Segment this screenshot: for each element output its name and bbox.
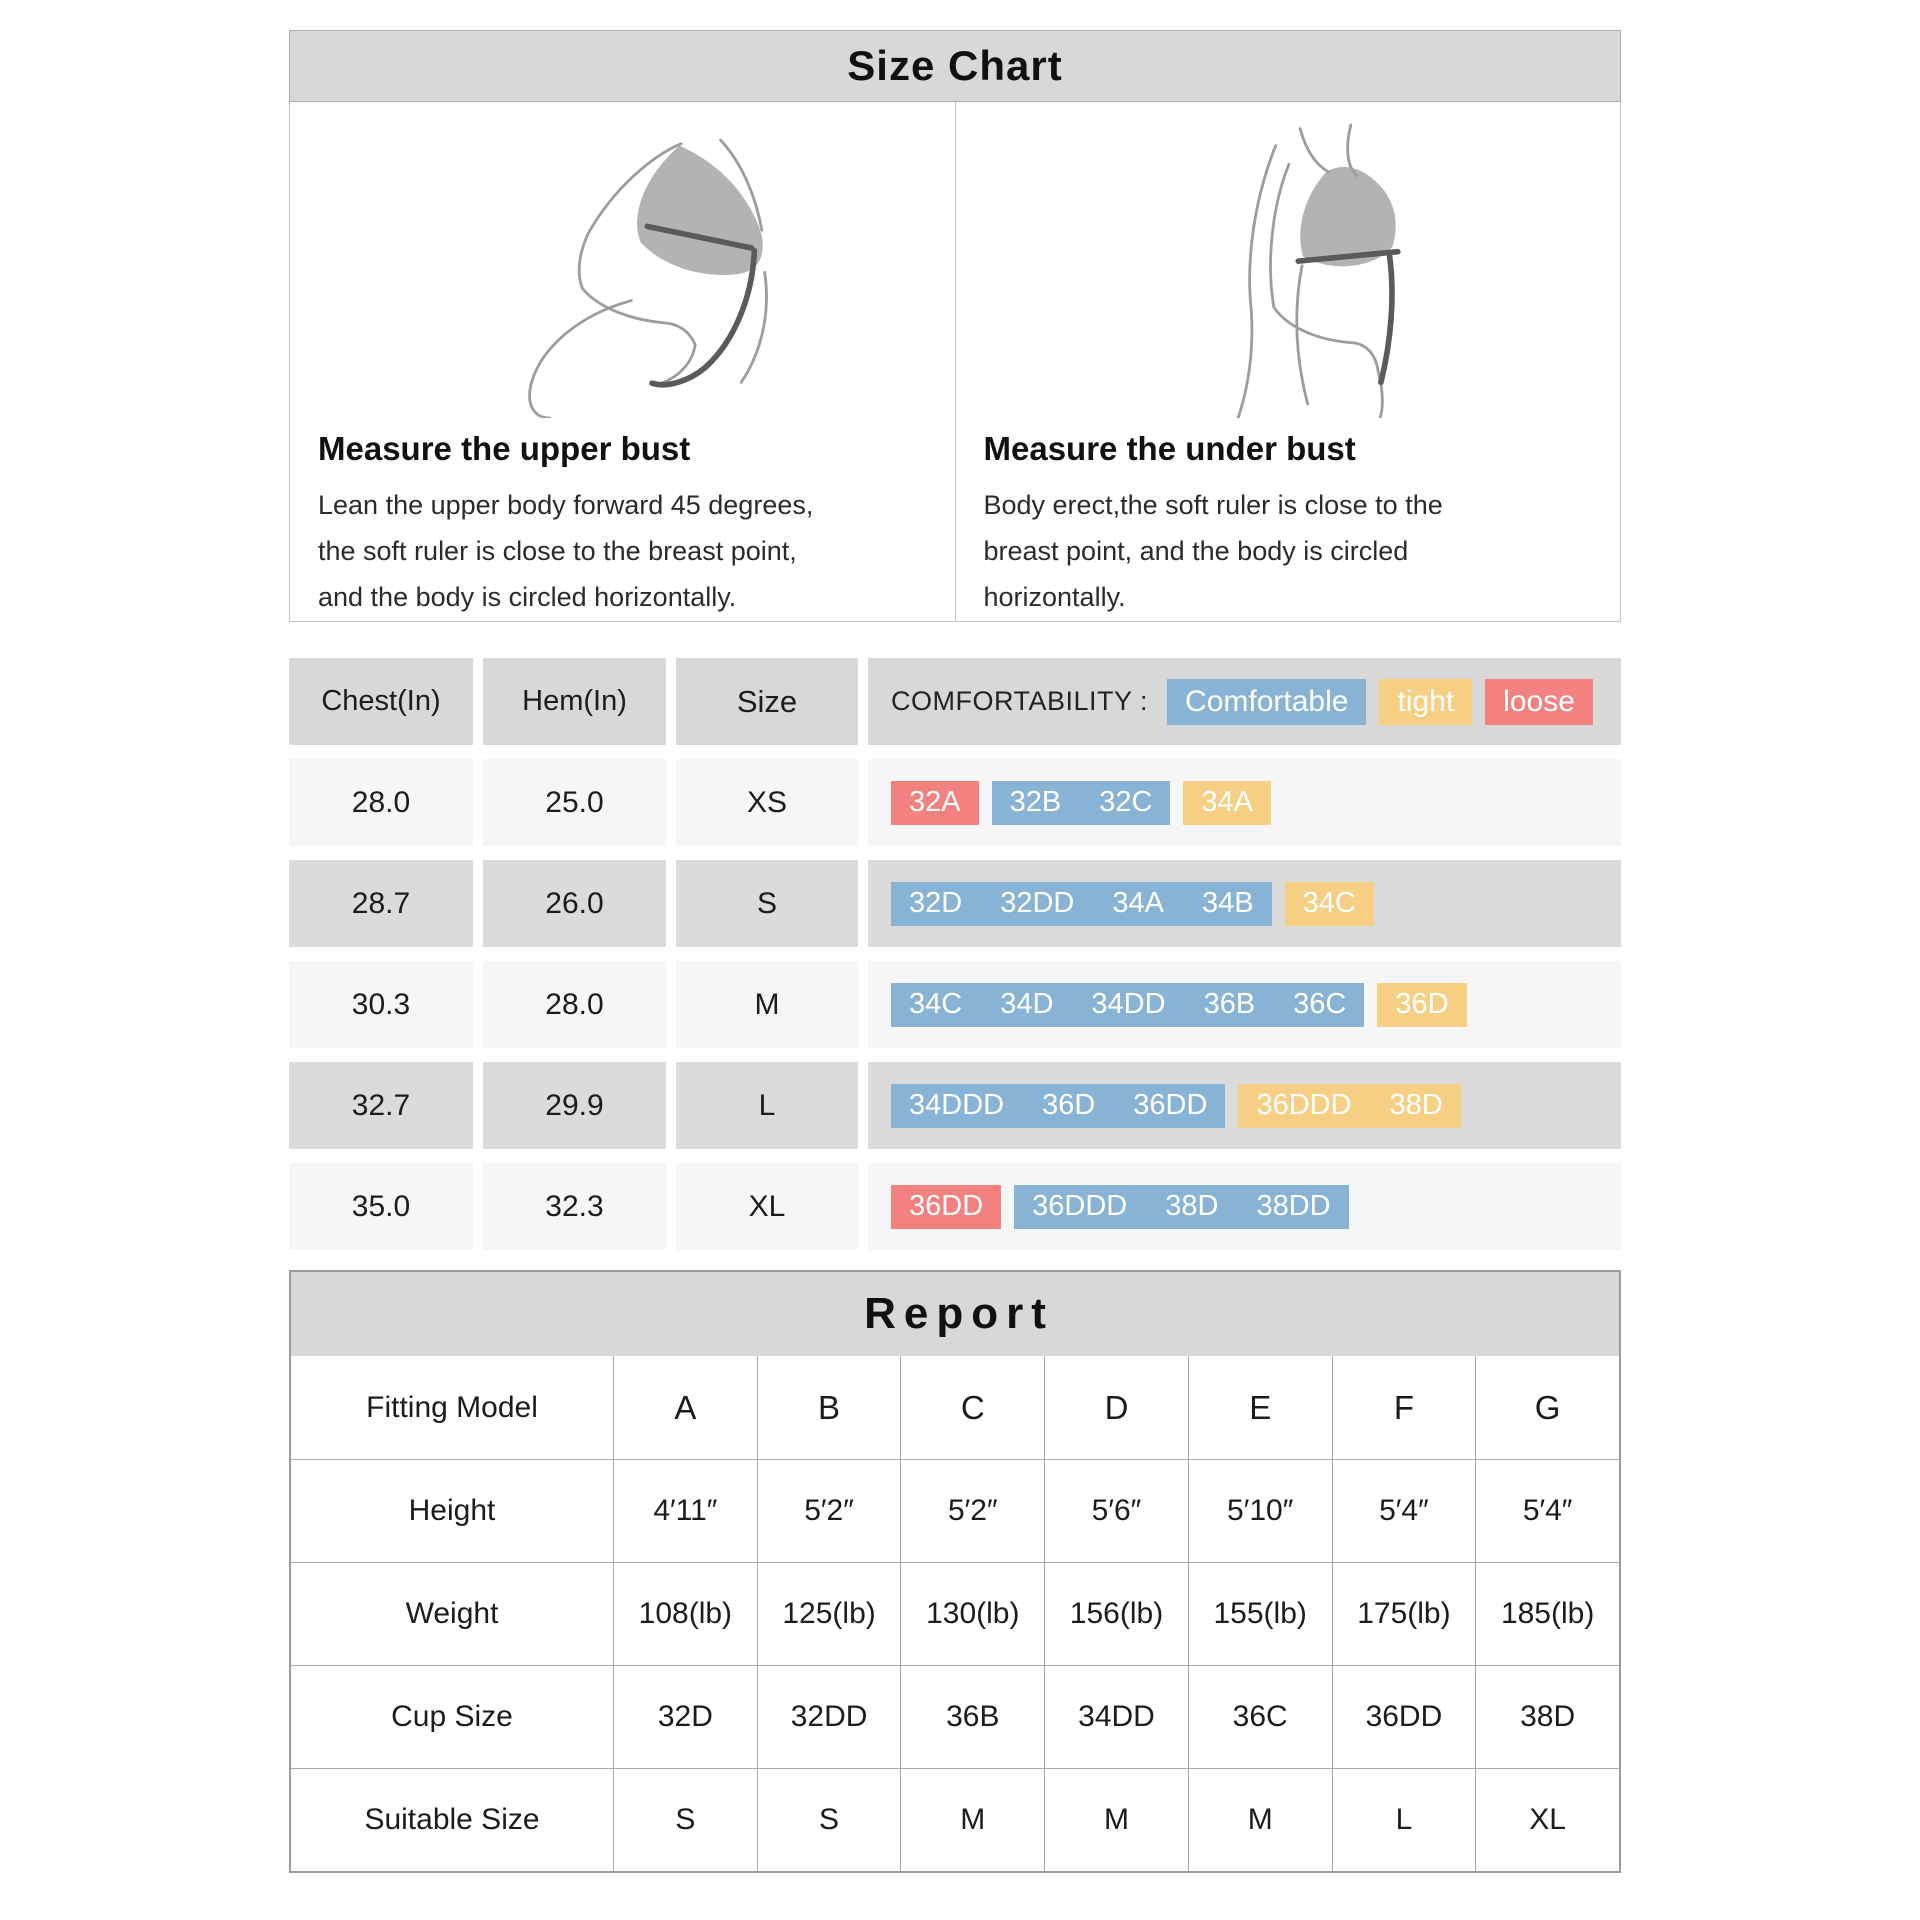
suitable-size-value: M (900, 1768, 1044, 1871)
fitting-model-value: A (613, 1356, 757, 1459)
cup-badge-label: 32C (1099, 786, 1153, 818)
suitable-size-value: S (757, 1768, 901, 1871)
size-chart-page (289, 30, 1621, 1873)
cup-size-value: 34DD (1044, 1665, 1188, 1768)
height-value: 5′4″ (1332, 1459, 1476, 1562)
report-row-label: Fitting Model (366, 1390, 538, 1424)
cup-badge-label: 34DD (1091, 988, 1166, 1020)
cup-badge-group-tight (1285, 882, 1374, 926)
cup-badge-group-comfortable (891, 983, 1364, 1027)
size-chart-title: Size Chart (847, 42, 1063, 89)
weight-value: 175(lb) (1332, 1562, 1476, 1665)
cup-badge-group-comfortable (891, 1084, 1225, 1128)
cup-badge-label: 36D (1042, 1089, 1096, 1121)
cup-badge-label: 34B (1201, 887, 1254, 919)
cup-badge-label: 34A (1112, 887, 1164, 919)
height-value: 5′6″ (1044, 1459, 1188, 1562)
report-title: Report (864, 1289, 1054, 1338)
hem-value: 29.9 (483, 1062, 666, 1149)
comfort-cell-m (868, 961, 1621, 1048)
fitting-model-value: G (1475, 1356, 1619, 1459)
size-value: XS (676, 759, 858, 846)
upper-bust-heading: Measure the upper bust (318, 430, 691, 467)
comfortability-label: COMFORTABILITY : (891, 686, 1149, 716)
legend-tight-badge: tight (1379, 679, 1472, 725)
col-header-size: Size (676, 658, 858, 745)
suitable-size-value: M (1044, 1768, 1188, 1871)
cup-badge-group-loose (891, 781, 979, 825)
suitable-size-value: L (1332, 1768, 1476, 1871)
weight-value: 108(lb) (613, 1562, 757, 1665)
cup-badge-label: 32B (1009, 786, 1062, 818)
legend-comfortable-badge: Comfortable (1167, 679, 1366, 725)
cup-size-value: 38D (1475, 1665, 1619, 1768)
cup-badge-label: 36DDD (1032, 1190, 1128, 1222)
under-bust-panel (956, 102, 1621, 621)
weight-value: 156(lb) (1044, 1562, 1188, 1665)
fitting-model-value: E (1188, 1356, 1332, 1459)
report-table (291, 1356, 1619, 1871)
cup-badge-label: 34DDD (909, 1089, 1005, 1121)
report-row-label: Weight (291, 1562, 613, 1665)
height-value: 5′2″ (757, 1459, 901, 1562)
comfort-cell-xl (868, 1163, 1621, 1250)
report-row-label: Cup Size (291, 1665, 613, 1768)
cup-badge-group-tight (1377, 983, 1466, 1027)
suitable-size-value: S (613, 1768, 757, 1871)
report-row-label: Height (291, 1459, 613, 1562)
suitable-size-value: XL (1475, 1768, 1619, 1871)
chest-value: 35.0 (289, 1163, 473, 1250)
chest-value: 28.0 (289, 759, 473, 846)
size-value: XL (676, 1163, 858, 1250)
weight-value: 185(lb) (1475, 1562, 1619, 1665)
col-header-chest: Chest(In) (289, 658, 473, 745)
height-value: 4′11″ (613, 1459, 757, 1562)
cup-badge-group-loose (891, 1185, 1001, 1229)
comfort-cell-s (868, 860, 1621, 947)
comfort-cell-l (868, 1062, 1621, 1149)
upper-bust-text-line: and the body is circled horizontally. (318, 582, 737, 612)
weight-value: 130(lb) (900, 1562, 1044, 1665)
cup-badge-label: 36DD (909, 1190, 984, 1222)
report-title-band (291, 1272, 1619, 1356)
size-value: S (676, 860, 858, 947)
cup-badge-label: 36DDD (1256, 1089, 1352, 1121)
cup-badge-label: 32DD (1000, 887, 1075, 919)
height-value: 5′2″ (900, 1459, 1044, 1562)
fitting-model-value: C (900, 1356, 1044, 1459)
chest-value: 32.7 (289, 1062, 473, 1149)
cup-badge-label: 32A (909, 786, 961, 818)
cup-badge-group-comfortable (992, 781, 1171, 825)
size-chart-title-band (289, 30, 1621, 102)
cup-badge-group-comfortable (891, 882, 1272, 926)
comfort-cell-xs (868, 759, 1621, 846)
size-value: L (676, 1062, 858, 1149)
upper-bust-illustration (318, 102, 955, 420)
cup-size-value: 36DD (1332, 1665, 1476, 1768)
report-row-label: Suitable Size (291, 1768, 613, 1871)
under-bust-illustration (984, 102, 1621, 420)
upper-bust-text-line: Lean the upper body forward 45 degrees, (318, 490, 814, 520)
erect-figure-measuring-icon (1102, 108, 1502, 418)
hem-value: 25.0 (483, 759, 666, 846)
under-bust-text-line: Body erect,the soft ruler is close to the (983, 490, 1443, 520)
cup-size-value: 32D (613, 1665, 757, 1768)
upper-bust-text-line: the soft ruler is close to the breast point, (318, 536, 797, 566)
fitting-model-value: B (757, 1356, 901, 1459)
hem-value: 32.3 (483, 1163, 666, 1250)
cup-badge-label: 36C (1293, 988, 1347, 1020)
cup-badge-label: 38D (1165, 1190, 1219, 1222)
comfortability-header (868, 658, 1621, 745)
cup-badge-label: 38D (1389, 1089, 1443, 1121)
height-value: 5′10″ (1188, 1459, 1332, 1562)
cup-size-value: 36C (1188, 1665, 1332, 1768)
upper-bust-panel (290, 102, 956, 621)
weight-value: 125(lb) (757, 1562, 901, 1665)
cup-badge-label: 32D (909, 887, 963, 919)
cup-badge-label: 36D (1395, 988, 1449, 1020)
cup-badge-label: 34C (1302, 887, 1356, 919)
cup-size-value: 36B (900, 1665, 1044, 1768)
under-bust-text-line: breast point, and the body is circled (983, 536, 1409, 566)
fitting-model-value: D (1044, 1356, 1188, 1459)
cup-badge-label: 36DD (1133, 1089, 1208, 1121)
legend-loose-badge: loose (1485, 679, 1593, 725)
cup-size-value: 32DD (757, 1665, 901, 1768)
cup-badge-group-tight (1183, 781, 1271, 825)
weight-value: 155(lb) (1188, 1562, 1332, 1665)
height-value: 5′4″ (1475, 1459, 1619, 1562)
fitting-model-value: F (1332, 1356, 1476, 1459)
bent-figure-measuring-icon (436, 108, 836, 418)
chest-value: 28.7 (289, 860, 473, 947)
cup-badge-group-tight (1238, 1084, 1460, 1128)
instruction-panels (289, 102, 1621, 622)
chest-value: 30.3 (289, 961, 473, 1048)
cup-badge-label: 34C (909, 988, 963, 1020)
report-section (289, 1270, 1621, 1873)
suitable-size-value: M (1188, 1768, 1332, 1871)
col-header-hem: Hem(In) (483, 658, 666, 745)
size-table (289, 658, 1621, 1250)
cup-badge-label: 38DD (1256, 1190, 1331, 1222)
cup-badge-label: 36B (1203, 988, 1256, 1020)
hem-value: 28.0 (483, 961, 666, 1048)
under-bust-heading: Measure the under bust (983, 430, 1356, 467)
size-value: M (676, 961, 858, 1048)
cup-badge-group-comfortable (1014, 1185, 1348, 1229)
cup-badge-label: 34D (1000, 988, 1054, 1020)
cup-badge-label: 34A (1201, 786, 1254, 818)
under-bust-text-line: horizontally. (983, 582, 1126, 612)
hem-value: 26.0 (483, 860, 666, 947)
